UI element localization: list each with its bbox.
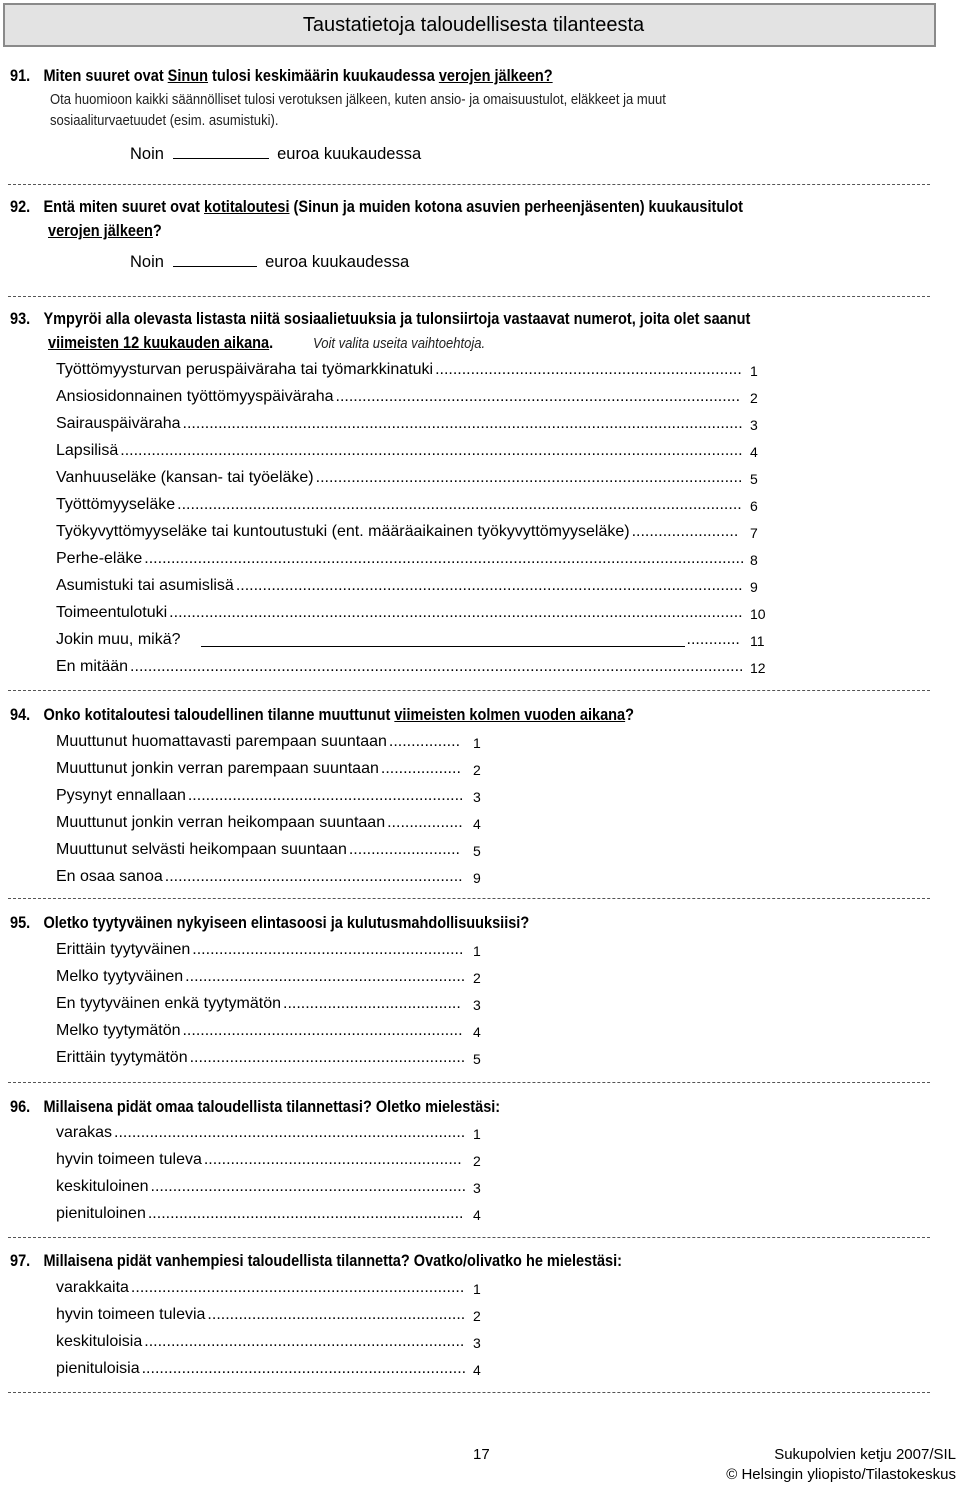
option-label: Lapsilisä xyxy=(56,442,119,459)
question-text: Onko kotitaloutesi taloudellinen tilanne muuttunut xyxy=(43,706,395,724)
option-code[interactable]: 1 xyxy=(473,943,481,959)
option-label: Vanhuuseläke (kansan- tai työeläke) xyxy=(56,469,314,486)
question-text-underlined: kotitaloutesi xyxy=(203,198,290,216)
option-label: pienituloisia xyxy=(56,1360,140,1377)
divider xyxy=(8,898,930,899)
option-leader: .......................................................... xyxy=(203,1151,462,1168)
option-label: Ansiosidonnainen työttömyyspäiväraha xyxy=(56,388,334,405)
option-label: hyvin toimeen tuleva xyxy=(56,1151,202,1168)
option-leader: ............................................................................... xyxy=(114,1124,466,1141)
option-leader: ............................................................................................................................... xyxy=(177,496,742,513)
question-94 xyxy=(10,706,890,725)
option-code[interactable]: 1 xyxy=(473,735,481,751)
question-91 xyxy=(10,67,890,86)
option-leader: ....................................................................................................................................... xyxy=(144,550,745,567)
question-text: ? xyxy=(152,222,162,240)
question-text: Miten suuret ovat xyxy=(43,67,168,85)
option-code[interactable]: 4 xyxy=(473,1362,481,1378)
option-leader: .............................................................................................................................. xyxy=(182,415,743,432)
option-label: Perhe-eläke xyxy=(56,550,143,567)
option-leader: ................................................................... xyxy=(164,868,463,885)
instruction-text: Voit valita useita vaihtoehtoja. xyxy=(313,336,486,352)
option-label: keskituloinen xyxy=(56,1178,149,1195)
option-leader: ................................................................................................................................. xyxy=(169,604,743,621)
option-label: Työttömyyseläke xyxy=(56,496,176,513)
option-leader: .............................................................. xyxy=(189,1049,466,1066)
option-code[interactable]: 6 xyxy=(750,498,758,514)
question-text: Millaisena pidät omaa taloudellista tilannettasi? Oletko mielestäsi: xyxy=(43,1098,501,1116)
question-number: 91. xyxy=(10,67,31,85)
option-code[interactable]: 3 xyxy=(473,997,481,1013)
option-leader: ................................................................................................ xyxy=(315,469,743,486)
option-code[interactable]: 8 xyxy=(750,552,758,568)
option-label: Muuttunut jonkin verran heikompaan suuntaan xyxy=(56,814,386,831)
option-code[interactable]: 11 xyxy=(750,633,765,649)
question-number: 93. xyxy=(10,310,31,328)
option-leader: .......................................................... xyxy=(207,1306,466,1323)
option-code[interactable]: 1 xyxy=(750,363,758,379)
option-code[interactable]: 9 xyxy=(750,579,758,595)
question-text-underlined: verojen jälkeen? xyxy=(438,67,553,85)
option-label: Melko tyytymätön xyxy=(56,1022,181,1039)
option-code[interactable]: 3 xyxy=(473,1180,481,1196)
question-number: 94. xyxy=(10,706,31,724)
option-leader: ..................................................................... xyxy=(435,361,742,378)
question-92 xyxy=(10,198,890,217)
footer-copyright: © Helsingin yliopisto/Tilastokeskus xyxy=(726,1466,956,1483)
answer-suffix: euroa kuukaudessa xyxy=(265,253,410,271)
option-label: Muuttunut selvästi heikompaan suuntaan xyxy=(56,841,347,858)
question-number: 97. xyxy=(10,1252,31,1270)
option-code[interactable]: 5 xyxy=(473,843,481,859)
footer-project: Sukupolvien ketju 2007/SIL xyxy=(774,1446,956,1463)
question-text: (Sinun ja muiden kotona asuvien perheenjäsenten) kuukausitulot xyxy=(289,198,743,216)
question-text-underlined: verojen jälkeen xyxy=(48,222,153,240)
option-code[interactable]: 2 xyxy=(750,390,758,406)
divider xyxy=(8,690,930,691)
page-header xyxy=(3,3,936,47)
option-label: Työkyvyttömyyseläke tai kuntoutustuki (ent. määräaikainen työkyvyttömyyseläke) xyxy=(56,523,630,540)
option-leader: ........................................................................... xyxy=(130,1279,465,1296)
answer-suffix: euroa kuukaudessa xyxy=(277,145,422,163)
option-label: Työttömyysturvan peruspäiväraha tai työmarkkinatuki xyxy=(56,361,434,378)
option-code[interactable]: 1 xyxy=(473,1281,481,1297)
option-leader: ......................... xyxy=(348,841,460,858)
option-leader: ................ xyxy=(388,733,461,750)
option-code[interactable]: 5 xyxy=(473,1051,481,1067)
question-text: tulosi keskimäärin kuukaudessa xyxy=(208,67,439,85)
answer-line xyxy=(130,253,409,272)
option-label: Erittäin tyytyväinen xyxy=(56,941,191,958)
question-text-line2 xyxy=(48,334,304,353)
divider xyxy=(8,1237,930,1238)
divider xyxy=(8,1392,930,1393)
question-95 xyxy=(10,914,890,933)
option-code[interactable]: 7 xyxy=(750,525,758,541)
question-number: 96. xyxy=(10,1098,31,1116)
option-label: pienituloinen xyxy=(56,1205,146,1222)
option-label: Pysynyt ennallaan xyxy=(56,787,186,804)
option-label: Sairauspäiväraha xyxy=(56,415,181,432)
option-label: varakas xyxy=(56,1124,113,1141)
option-leader: ........................ xyxy=(631,523,739,540)
option-leader: .................. xyxy=(380,760,461,777)
option-code[interactable]: 10 xyxy=(750,606,766,622)
option-leader: .............................................................. xyxy=(187,787,464,804)
divider xyxy=(8,184,930,185)
option-code[interactable]: 5 xyxy=(750,471,758,487)
option-label: varakkaita xyxy=(56,1279,129,1296)
option-code[interactable]: 4 xyxy=(473,1207,481,1223)
option-label: hyvin toimeen tulevia xyxy=(56,1306,206,1323)
option-label: Muuttunut huomattavasti parempaan suuntaan xyxy=(56,733,387,750)
divider xyxy=(8,1082,930,1083)
option-leader: ....................................................................... xyxy=(147,1205,464,1222)
option-leader: ........................................................................ xyxy=(144,1333,465,1350)
option-label: Melko tyytyväinen xyxy=(56,968,184,985)
option-code[interactable]: 4 xyxy=(473,816,481,832)
option-leader: ........................................................................................... xyxy=(335,388,741,405)
option-code[interactable]: 2 xyxy=(473,1308,481,1324)
question-96 xyxy=(10,1098,890,1117)
answer-line xyxy=(130,145,421,164)
option-leader: ......................................................................... xyxy=(141,1360,467,1377)
option-label: Jokin muu, mikä? xyxy=(56,631,181,648)
question-number: 95. xyxy=(10,914,31,932)
option-label: Toimeentulotuki xyxy=(56,604,168,621)
question-text: . xyxy=(269,334,274,352)
question-text-underlined: viimeisten kolmen vuoden aikana xyxy=(394,706,626,724)
option-leader: ................. xyxy=(387,814,463,831)
answer-prefix: Noin xyxy=(130,145,164,163)
option-code[interactable]: 2 xyxy=(473,762,481,778)
option-code[interactable]: 1 xyxy=(473,1126,481,1142)
question-text: Ympyröi alla olevasta listasta niitä sosiaalietuuksia ja tulonsiirtoja vastaavat numerot, joita olet saanut xyxy=(43,310,751,328)
question-text-underlined: viimeisten 12 kuukauden aikana xyxy=(48,334,270,352)
option-label: keskituloisia xyxy=(56,1333,143,1350)
question-text: Entä miten suuret ovat xyxy=(43,198,204,216)
option-leader: .................................................................................................................. xyxy=(235,577,743,594)
option-label: En osaa sanoa xyxy=(56,868,163,885)
option-code[interactable]: 4 xyxy=(750,444,758,460)
question-97 xyxy=(10,1252,890,1271)
page-title: Taustatietoja taloudellisesta tilanteesta xyxy=(302,14,645,36)
question-text: Millaisena pidät vanhempiesi taloudellista tilannetta? Ovatko/olivatko he mielestäsi: xyxy=(43,1252,622,1270)
option-label: Muuttunut jonkin verran parempaan suuntaan xyxy=(56,760,379,777)
other-specify-blank[interactable] xyxy=(201,646,685,647)
question-text-line2 xyxy=(48,222,162,241)
option-leader: .......................................................................................................................................... xyxy=(130,658,744,675)
question-note: Ota huomioon kaikki säännölliset tulosi verotuksen jälkeen, kuten ansio- ja omaisuustulot, eläkkeet ja muut xyxy=(50,92,666,108)
answer-prefix: Noin xyxy=(130,253,164,271)
option-leader: ............................................................... xyxy=(185,968,466,985)
option-code[interactable]: 2 xyxy=(473,1153,481,1169)
option-leader: ............................................................. xyxy=(192,941,464,958)
option-leader: ............................................................................................................................................ xyxy=(120,442,743,459)
divider xyxy=(8,296,930,297)
option-code[interactable]: 3 xyxy=(473,789,481,805)
question-text-underlined: Sinun xyxy=(167,67,209,85)
amount-input-blank[interactable] xyxy=(173,266,257,267)
option-label: En mitään xyxy=(56,658,129,675)
option-code[interactable]: 12 xyxy=(750,660,766,676)
page-number: 17 xyxy=(473,1446,490,1463)
option-label: Erittäin tyytymätön xyxy=(56,1049,188,1066)
option-leader: ....................................................................... xyxy=(150,1178,467,1195)
option-code[interactable]: 4 xyxy=(473,1024,481,1040)
option-label: En tyytyväinen enkä tyytymätön xyxy=(56,995,281,1012)
option-code[interactable]: 9 xyxy=(473,870,481,886)
question-93 xyxy=(10,310,890,329)
option-code[interactable]: 3 xyxy=(473,1335,481,1351)
option-label: Asumistuki tai asumislisä xyxy=(56,577,234,594)
option-leader: ........................................ xyxy=(283,995,461,1012)
option-leader: ............ xyxy=(686,631,740,648)
option-code[interactable]: 3 xyxy=(750,417,758,433)
question-number: 92. xyxy=(10,198,31,216)
option-code[interactable]: 2 xyxy=(473,970,481,986)
option-leader: ............................................................... xyxy=(182,1022,463,1039)
question-note: sosiaaliturvaetuudet (esim. asumistuki). xyxy=(50,113,279,129)
question-text: Oletko tyytyväinen nykyiseen elintasoosi ja kulutusmahdollisuuksiisi? xyxy=(43,914,530,932)
question-text: ? xyxy=(625,706,635,724)
amount-input-blank[interactable] xyxy=(173,158,269,159)
